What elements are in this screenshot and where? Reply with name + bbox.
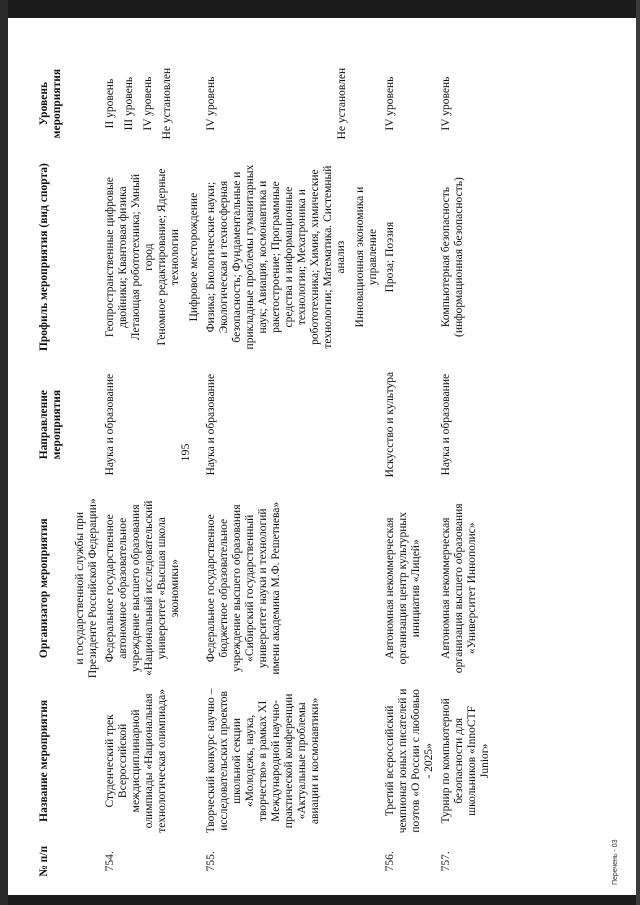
- row-level: [102, 50, 203, 157]
- row-name: [72, 684, 102, 837]
- row-name: Творческий конкурс научно – исследовательских проектов школьной секции «Молодежь, наука, творчество» в рамках XI Международной научно-практической конференции «Актуальные проблемы авиации и космонавтики»: [205, 688, 321, 834]
- row-organizer: Федеральное государственное автономное образовательное учреждение высшего образования «Национальный исследовательский университет «Высшая школа экономики»: [104, 500, 181, 676]
- row-organizer: Автономная некоммерческая организация центр культурных инициатив «Лицей»: [384, 512, 422, 665]
- footer-code: Перечень - 03: [612, 839, 619, 885]
- profile-entry: Геномное редактирование; Ядерные технологии: [156, 168, 181, 346]
- row-num: 754.: [104, 851, 116, 872]
- level-entry: Не установлен: [336, 67, 348, 140]
- header-name: Название мероприятия: [38, 699, 50, 822]
- row-num: 755.: [205, 851, 217, 872]
- level-entry: IV уровень: [440, 76, 452, 131]
- row-profile: [72, 157, 102, 357]
- row-organizer: Федеральное государственное бюджетное образовательное учреждение высшего образования «Сибирский государственный университет науки и технологий имени академика М.Ф. Решетнева»: [205, 501, 282, 675]
- header-profile: Профиль мероприятия (вид спорта): [38, 163, 50, 352]
- row-profile: [102, 157, 203, 357]
- header-direction: Направление мероприятия: [38, 389, 63, 460]
- table-row: [102, 50, 203, 885]
- profile-entry: Геопространственные цифровые двойники; Квантовая физика: [104, 177, 129, 338]
- profile-entry: Компьютерная безопасность (информационная безопасность): [440, 177, 465, 337]
- row-profile: [203, 157, 382, 357]
- row-organizer: Автономная некоммерческая организация высшего образования «Университет Иннополис»: [440, 503, 478, 674]
- table-row: [438, 50, 494, 885]
- row-num: [72, 838, 102, 885]
- table-row: [203, 50, 382, 885]
- table-row: [72, 50, 102, 885]
- profile-entry: Проза; Поэзия: [384, 221, 396, 293]
- row-direction: Наука и образование: [440, 373, 452, 476]
- row-organizer: и государственной службы при Президенте Российской Федерации»: [74, 498, 99, 679]
- profile-entry: Летающая робототехника; Умный город: [130, 173, 155, 341]
- row-direction: Наука и образование: [104, 373, 116, 476]
- row-direction: Наука и образование: [205, 373, 217, 476]
- row-num: 756.: [384, 851, 396, 872]
- header-level: Уровень мероприятия: [38, 68, 63, 139]
- row-name: Студенческий трек Всероссийской междисциплинарной олимпиады «Национальная технологическая олимпиада»: [104, 689, 168, 833]
- profile-entry: Цифровое месторождение: [188, 192, 200, 322]
- row-direction: Искусство и культура: [384, 371, 396, 478]
- header-organizer: Организатор мероприятия: [38, 518, 50, 659]
- events-table: [36, 50, 494, 885]
- row-num: 757.: [440, 851, 452, 872]
- level-entry: III уровень: [123, 76, 135, 131]
- level-entry: IV уровень: [142, 76, 154, 131]
- table-header-row: [36, 50, 72, 885]
- profile-entry: Инновационная экономика и управление: [354, 186, 379, 328]
- row-name: Турнир по компьютерной безопасности для школьников «InnoCTF Junior»: [440, 698, 491, 824]
- level-entry: IV уровень: [205, 76, 217, 131]
- level-entry: II уровень: [104, 78, 116, 129]
- row-profile: [438, 157, 494, 357]
- row-level: [203, 50, 382, 157]
- table-row: [382, 50, 438, 885]
- header-num: № п/п: [38, 845, 50, 877]
- profile-entry: Физика; Биологические науки; Экологическая и техносферная безопасность; Фундаментальные и прикладные проблемы гуманитарных наук; Авиация, космонавтика и ракетостроение; Программные средства и информационные технологии; Мехатроника и робототехника; Химия, химические технологии; Математика. Системный анализ: [205, 164, 347, 350]
- row-level: [438, 50, 494, 157]
- row-name: Третий всероссийский чемпионат юных писателей и поэтов «О России с любовью - 2025»: [384, 688, 435, 834]
- row-direction: [72, 357, 102, 492]
- row-level: [72, 50, 102, 157]
- page-number: 195: [178, 443, 192, 462]
- level-entry: Не установлен: [161, 67, 173, 140]
- row-profile: [382, 157, 438, 357]
- level-entry: IV уровень: [384, 76, 396, 131]
- row-level: [382, 50, 438, 157]
